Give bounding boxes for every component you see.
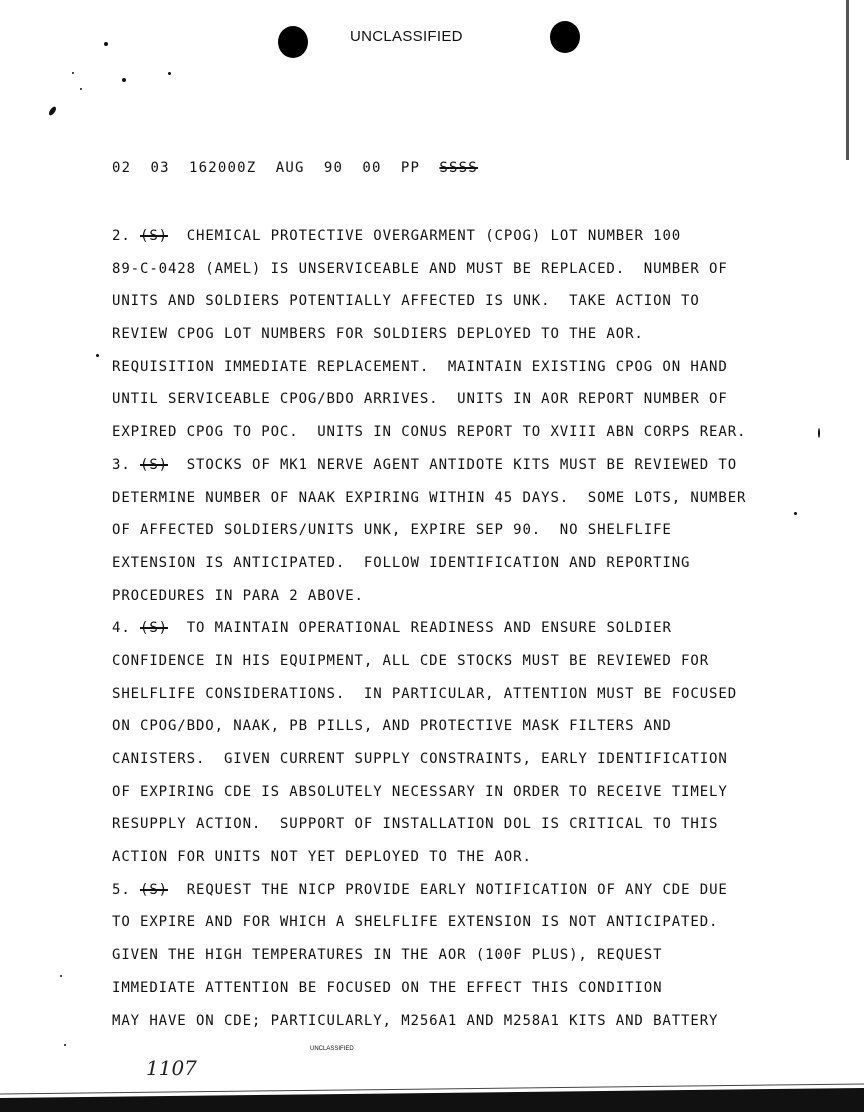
line-text: REQUEST THE NICP PROVIDE EARLY NOTIFICATION OF ANY CDE DUE — [186, 881, 728, 898]
handwritten-note: 1107 — [146, 1056, 197, 1080]
classification-marking-top: UNCLASSIFIED — [350, 28, 463, 45]
line-text: SHELFLIFE CONSIDERATIONS. IN PARTICULAR, ATTENTION MUST BE FOCUSED — [112, 685, 738, 702]
line-text: TO MAINTAIN OPERATIONAL READINESS AND ENSURE SOLDIER — [186, 620, 672, 637]
scan-speck — [122, 78, 126, 82]
struck-classification: SSSS — [439, 160, 478, 176]
scan-speck — [72, 72, 74, 74]
body-line — [112, 909, 746, 942]
body-line — [112, 517, 746, 550]
body-line — [112, 648, 746, 681]
line-text: UNITS AND SOLDIERS POTENTIALLY AFFECTED IS UNK. TAKE ACTION TO — [112, 293, 700, 310]
body-line — [112, 942, 746, 975]
line-text: STOCKS OF MK1 NERVE AGENT ANTIDOTE KITS MUST BE REVIEWED TO — [186, 456, 738, 473]
scan-speck — [168, 72, 171, 75]
body-line — [112, 288, 746, 321]
paragraph-number: 3. — [112, 456, 131, 473]
body-line — [112, 485, 746, 518]
struck-classification-mark: (S) — [140, 456, 169, 473]
body-line — [112, 615, 746, 648]
line-text: IMMEDIATE ATTENTION BE FOCUSED ON THE EFFECT THIS CONDITION — [112, 979, 663, 996]
struck-classification-mark: (S) — [140, 228, 169, 244]
body-line — [112, 419, 746, 452]
scan-speck — [64, 1044, 66, 1046]
punch-hole-right — [550, 21, 580, 53]
scan-speck — [818, 428, 820, 438]
scan-edge-bottom — [0, 1080, 864, 1112]
classification-marking-bottom: UNCLASSIFIED — [310, 1046, 354, 1052]
paragraph-number: 4. — [112, 620, 131, 637]
paragraph-number: 5. — [112, 881, 131, 898]
punch-hole-left — [278, 26, 308, 58]
line-text: CONFIDENCE IN HIS EQUIPMENT, ALL CDE STOCKS MUST BE REVIEWED FOR — [112, 652, 710, 669]
line-text: CHEMICAL PROTECTIVE OVERGARMENT (CPOG) LOT NUMBER 100 — [186, 228, 682, 244]
line-text: CANISTERS. GIVEN CURRENT SUPPLY CONSTRAINTS, EARLY IDENTIFICATION — [112, 751, 728, 767]
scan-speck — [60, 975, 62, 977]
body-line — [112, 452, 746, 485]
line-text: MAY HAVE ON CDE; PARTICULARLY, M256A1 AND M258A1 KITS AND BATTERY — [112, 1012, 719, 1029]
line-text: REQUISITION IMMEDIATE REPLACEMENT. MAINTAIN EXISTING CPOG ON HAND — [112, 358, 728, 375]
line-text: GIVEN THE HIGH TEMPERATURES IN THE AOR (100F PLUS), REQUEST — [112, 947, 663, 964]
struck-classification-mark: (S) — [140, 881, 169, 898]
body-line — [112, 1008, 746, 1041]
line-text: DETERMINE NUMBER OF NAAK EXPIRING WITHIN 45 DAYS. SOME LOTS, NUMBER — [112, 489, 747, 506]
line-text: TO EXPIRE AND FOR WHICH A SHELFLIFE EXTENSION IS NOT ANTICIPATED. — [112, 914, 719, 931]
body-line — [112, 713, 746, 746]
message-body — [112, 223, 746, 1040]
line-text: OF EXPIRING CDE IS ABSOLUTELY NECESSARY IN ORDER TO RECEIVE TIMELY — [112, 783, 728, 800]
line-text: ACTION FOR UNITS NOT YET DEPLOYED TO THE AOR. — [112, 849, 532, 866]
body-line — [112, 681, 746, 714]
line-text: OF AFFECTED SOLDIERS/UNITS UNK, EXPIRE SEP 90. NO SHELFLIFE — [112, 522, 672, 539]
struck-classification-mark: (S) — [140, 620, 169, 637]
body-line — [112, 811, 746, 844]
body-line — [112, 746, 746, 779]
line-text: ON CPOG/BDO, NAAK, PB PILLS, AND PROTECTIVE MASK FILTERS AND — [112, 718, 672, 735]
line-text: REVIEW CPOG LOT NUMBERS FOR SOLDIERS DEPLOYED TO THE AOR. — [112, 326, 644, 343]
body-line — [112, 877, 746, 910]
body-line — [112, 321, 746, 354]
line-text: EXTENSION IS ANTICIPATED. FOLLOW IDENTIFICATION AND REPORTING — [112, 554, 691, 571]
scan-speck — [80, 88, 82, 90]
line-text: PROCEDURES IN PARA 2 ABOVE. — [112, 587, 364, 604]
body-line — [112, 844, 746, 877]
body-line — [112, 975, 746, 1008]
body-line — [112, 550, 746, 583]
body-line — [112, 386, 746, 419]
body-line — [112, 223, 746, 256]
body-line — [112, 779, 746, 812]
routing-line-text: 02 03 162000Z AUG 90 00 PP — [112, 160, 421, 176]
scan-speck — [794, 512, 797, 515]
body-line — [112, 256, 746, 289]
scan-speck — [48, 105, 58, 116]
line-text: 89-C-0428 (AMEL) IS UNSERVICEABLE AND MUST BE REPLACED. NUMBER OF — [112, 260, 728, 277]
scan-speck — [96, 354, 99, 357]
body-line — [112, 354, 746, 387]
line-text: UNTIL SERVICEABLE CPOG/BDO ARRIVES. UNITS IN AOR REPORT NUMBER OF — [112, 391, 728, 408]
line-text: RESUPPLY ACTION. SUPPORT OF INSTALLATION DOL IS CRITICAL TO THIS — [112, 816, 719, 833]
paragraph-number: 2. — [112, 228, 131, 244]
body-line — [112, 583, 746, 616]
line-text: EXPIRED CPOG TO POC. UNITS IN CONUS REPORT TO XVIII ABN CORPS REAR. — [112, 424, 747, 441]
message-routing-line — [112, 160, 478, 176]
scan-speck — [104, 42, 108, 46]
scan-edge-right — [846, 0, 849, 160]
